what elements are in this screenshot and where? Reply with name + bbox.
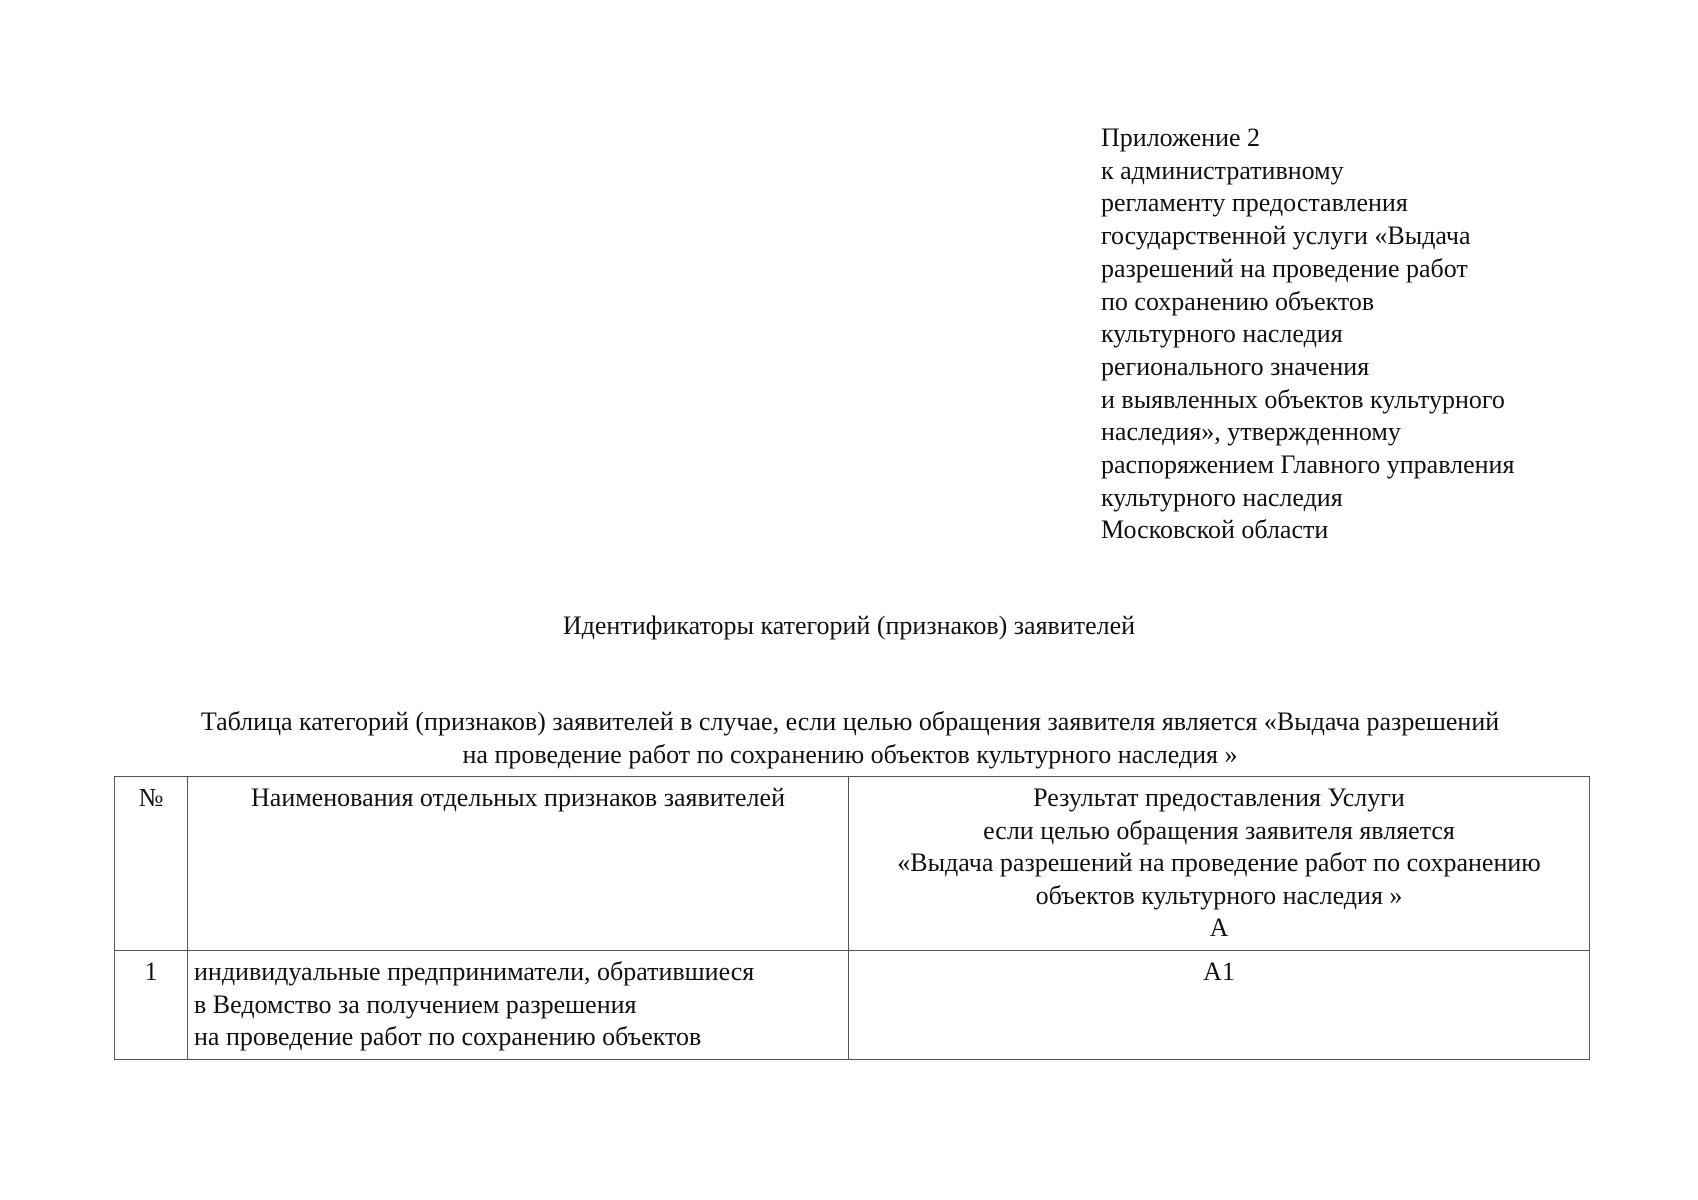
table-header-row [115, 777, 1590, 951]
annex-line: к административному [1101, 155, 1344, 185]
header-result-line: если целью обращения заявителя является [983, 815, 1455, 845]
row-result: А1 [849, 951, 1590, 1060]
row-number: 1 [115, 951, 188, 1060]
row-name-line: в Ведомство за получением разрешения [194, 989, 637, 1019]
table-caption-line: Таблица категорий (признаков) заявителей в случае, если целью обращения заявителя является «Выдача разрешений [200, 707, 1500, 736]
header-number: № [115, 777, 188, 951]
annex-line: культурного наследия [1101, 482, 1343, 512]
annex-line: государственной услуги «Выдача [1101, 221, 1471, 251]
annex-line: по сохранению объектов [1101, 286, 1375, 316]
annex-line: наследия», утвержденному [1101, 417, 1401, 447]
annex-line: распоряжением Главного управления [1101, 450, 1515, 480]
annex-line: регламенту предоставления [1101, 188, 1408, 218]
annex-line: культурного наследия [1101, 319, 1343, 349]
header-result-line: А [1209, 913, 1229, 942]
header-result-line: «Выдача разрешений на проведение работ по сохранению [897, 848, 1541, 877]
header-result-line: Результат предоставления Услуги [1033, 783, 1405, 812]
header-result [849, 777, 1590, 951]
annex-line: разрешений на проведение работ [1101, 253, 1468, 283]
row-name-line: индивидуальные предприниматели, обратившиеся [194, 957, 755, 986]
annex-reference [1101, 122, 1621, 547]
header-result-line: объектов культурного наследия » [1035, 880, 1403, 910]
annex-line: Приложение 2 [1101, 123, 1261, 152]
document-title: Идентификаторы категорий (признаков) заявителей [562, 611, 1136, 640]
row-name [188, 951, 849, 1060]
annex-line: Московской области [1101, 515, 1329, 545]
table-caption [100, 706, 1600, 771]
table-caption-line: на проведение работ по сохранению объектов культурного наследия » [462, 739, 1238, 769]
annex-line: регионального значения [1101, 351, 1370, 381]
annex-line: и выявленных объектов культурного [1101, 384, 1505, 414]
table-row [115, 951, 1590, 1060]
header-name: Наименования отдельных признаков заявителей [188, 777, 849, 951]
row-name-line: на проведение работ по сохранению объектов [194, 1022, 702, 1051]
categories-table [114, 776, 1590, 1060]
